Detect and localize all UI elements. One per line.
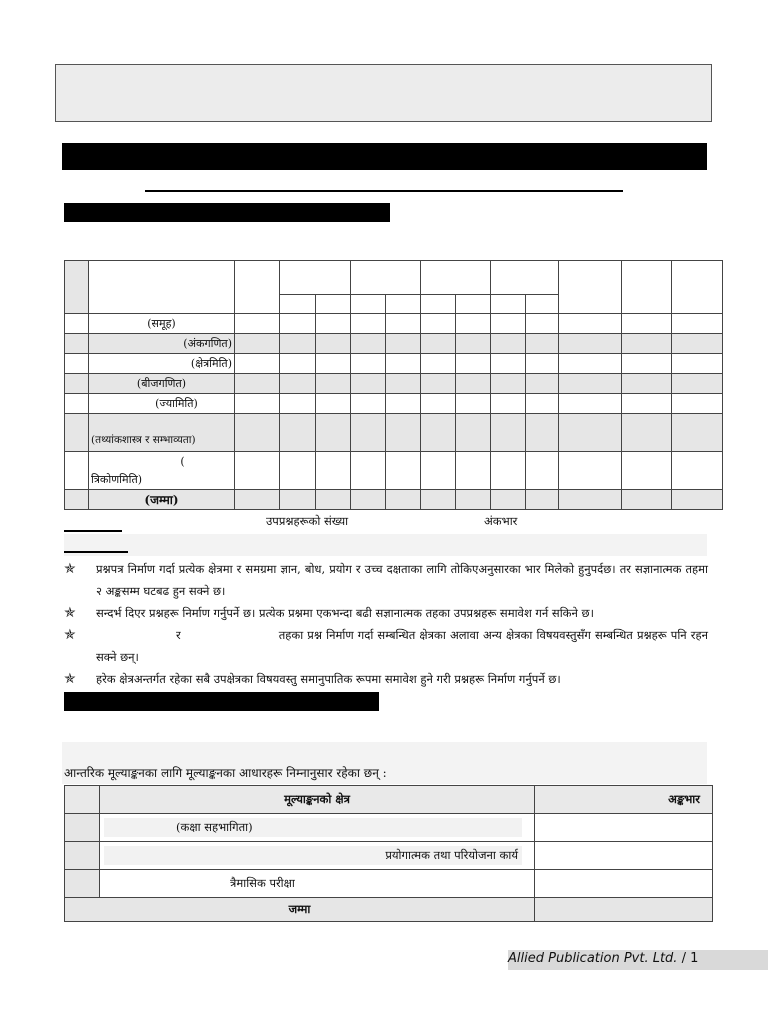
internal-assessment-intro: आन्तरिक मूल्याङ्कनका लागि मूल्याङ्कनका आधारहरू निम्नानुसार रहेका छन् :	[64, 766, 387, 780]
area-label: (ज्यामिति)	[89, 394, 235, 414]
shaded-strip	[64, 534, 707, 556]
area-label-line2: त्रिकोणमिति)	[91, 472, 143, 486]
assessment-area: त्रैमासिक परीक्षा	[100, 870, 535, 898]
star-icon: ✯	[64, 627, 76, 643]
footer-separator: /	[681, 951, 686, 966]
list-item	[64, 602, 708, 624]
table-row	[65, 842, 713, 870]
subquestion-count-caption: उपप्रश्नहरूको संख्या	[266, 514, 349, 528]
grid-header-row	[65, 261, 723, 295]
list-item	[64, 558, 708, 602]
table-row	[65, 814, 713, 842]
header-box	[55, 64, 712, 122]
redacted-title-band	[62, 143, 707, 170]
total-label: जम्मा	[65, 898, 535, 922]
note-text: हरेक क्षेत्रअन्तर्गत रहेका सबै उपक्षेत्रका विषयवस्तु समानुपातिक रूपमा समावेश हुने गरी प्रश्नहरू निर्माण गर्नुपर्ने छ।	[96, 672, 561, 686]
table-row	[65, 334, 723, 354]
note-text: प्रश्नपत्र निर्माण गर्दा प्रत्येक क्षेत्रमा र समग्रमा ज्ञान, बोध, प्रयोग र उच्च दक्षताका लागि तोकिएअनुसारका भार मिलेको हुनुपर्दछ। तर सज्ञानात्मक तहमा २ अङ्कसम्म घटबढ हुन सक्ने छ।	[96, 562, 708, 598]
caption-underline	[64, 530, 122, 532]
page-number: 1	[690, 951, 699, 966]
notes-underline	[64, 551, 128, 553]
redacted-heading-band	[64, 203, 390, 222]
specification-grid-table	[64, 260, 723, 510]
table-row	[65, 314, 723, 334]
internal-assessment-table	[64, 785, 713, 922]
table-total-row	[65, 898, 713, 922]
redacted-section-band	[64, 692, 379, 711]
note-text-part1: र	[176, 628, 181, 642]
table-row	[65, 394, 723, 414]
table-header-row	[65, 786, 713, 814]
publisher-name: Allied Publication Pvt. Ltd.	[508, 951, 678, 966]
note-text: सन्दर्भ दिएर प्रश्नहरू निर्माण गर्नुपर्ने छ। प्रत्येक प्रश्नमा एकभन्दा बढी सज्ञानात्मक तहका उपप्रश्नहरू समावेश गर्न सकिने छ।	[96, 606, 594, 620]
star-icon: ✯	[64, 671, 76, 687]
list-item	[64, 624, 708, 668]
table-row	[65, 354, 723, 374]
table-row	[65, 414, 723, 452]
star-icon: ✯	[64, 561, 76, 577]
total-label: (जम्मा)	[89, 490, 235, 510]
area-label: (क्षेत्रमिति)	[89, 354, 235, 374]
title-underline	[145, 190, 623, 192]
page-footer	[508, 951, 698, 966]
assessment-area: प्रयोगात्मक तथा परियोजना कार्य	[104, 846, 522, 865]
area-label-line1: (	[180, 454, 185, 468]
star-icon: ✯	[64, 605, 76, 621]
table-row	[65, 870, 713, 898]
area-label-cell	[89, 452, 235, 490]
table-row	[65, 374, 723, 394]
weight-caption: अंकभार	[484, 514, 518, 528]
table-total-row	[65, 490, 723, 510]
area-header: मूल्याङ्कनको क्षेत्र	[100, 786, 535, 814]
area-label: (समूह)	[89, 314, 235, 334]
notes-list	[64, 558, 708, 690]
assessment-area: (कक्षा सहभागिता)	[104, 818, 522, 837]
table-row	[65, 452, 723, 490]
area-label: (बीजगणित)	[89, 374, 235, 394]
area-label: (तथ्यांकशास्त्र र सम्भाव्यता)	[89, 414, 235, 452]
list-item	[64, 668, 708, 690]
area-label: (अंकगणित)	[89, 334, 235, 354]
note-text-part2: तहका प्रश्न निर्माण गर्दा सम्बन्धित क्षेत्रका अलावा अन्य क्षेत्रका विषयवस्तुसँग सम्बन्धित प्रश्नहरू पनि रहन सक्ने छन्।	[96, 628, 708, 664]
marks-header: अङ्कभार	[535, 786, 713, 814]
